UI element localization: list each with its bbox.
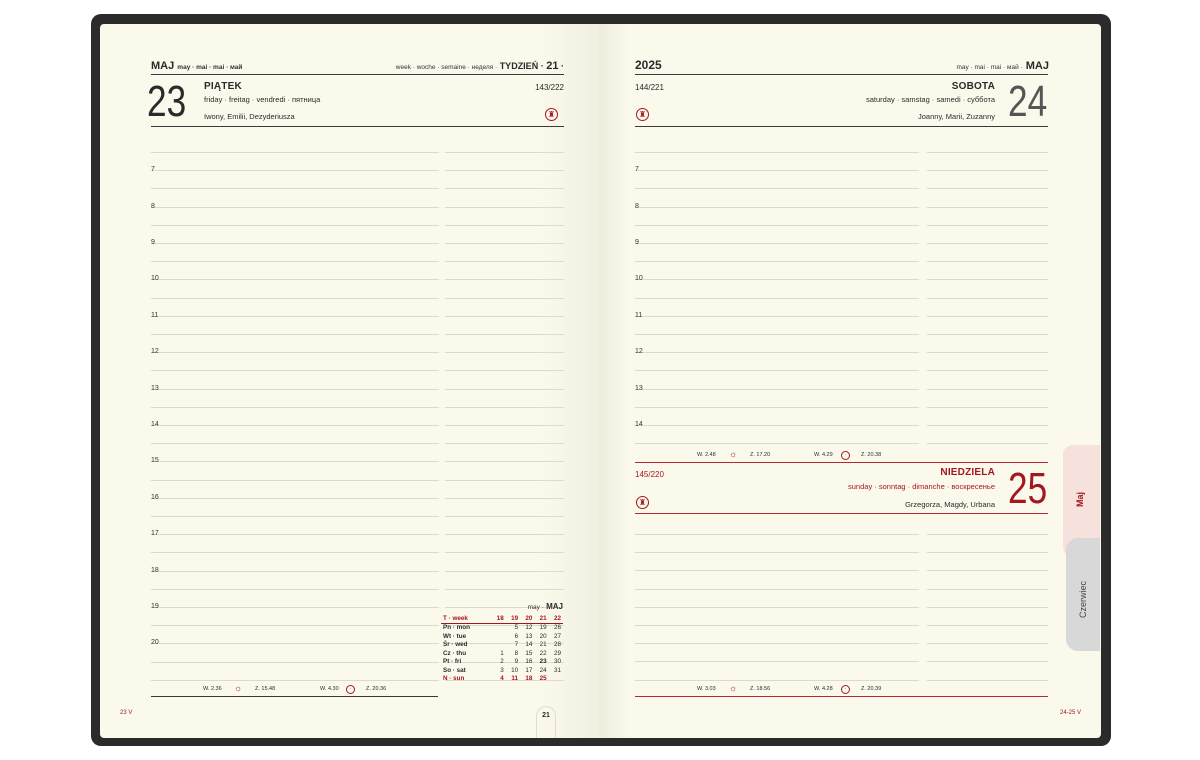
mini-calendar-date: 7	[514, 641, 519, 649]
week-indicator: week · woche · semaine · неделя · TYDZIEŃ · 21 ·	[395, 60, 564, 72]
mini-calendar-date: 5	[514, 624, 519, 632]
writing-line	[445, 516, 564, 517]
mini-calendar-date: 28	[553, 641, 561, 649]
hour-label: 13	[151, 384, 159, 392]
mini-calendar-date: 4	[500, 675, 504, 683]
writing-line	[635, 425, 919, 426]
writing-line	[927, 570, 1048, 571]
hour-label: 16	[151, 493, 159, 501]
writing-line	[445, 389, 564, 390]
hour-label: 11	[151, 311, 159, 319]
hour-label: 7	[635, 166, 639, 174]
weekday-multilang-sat: saturday · samstag · samedi · суббота	[866, 95, 995, 104]
day-of-year-sat: 144/221	[635, 83, 664, 92]
sun-set: Z. 15.48	[255, 686, 276, 692]
holiday-icon-sat: ♜	[636, 108, 649, 121]
sunday-header-rule	[635, 513, 1048, 514]
mini-calendar-day-label: Wt · tue	[443, 632, 467, 640]
writing-line	[445, 334, 564, 335]
tab-czerwiec-label: Czerwiec	[1078, 580, 1088, 618]
hour-label: 10	[151, 275, 159, 283]
mini-calendar-date: 24	[539, 666, 547, 674]
writing-line	[635, 589, 919, 590]
writing-line	[635, 243, 919, 244]
writing-line	[151, 571, 439, 572]
mini-calendar-date	[549, 675, 563, 684]
writing-line	[151, 370, 439, 371]
header-rule-right	[635, 74, 1048, 75]
left-page	[100, 24, 599, 738]
mini-calendar-week-number: 18	[492, 614, 506, 623]
day-of-year-sun: 145/220	[635, 470, 664, 479]
writing-line	[635, 298, 919, 299]
mini-calendar-date: 17	[525, 666, 533, 674]
mini-calendar-date: 22	[539, 649, 547, 657]
holiday-icon: ♜	[545, 108, 558, 121]
writing-line	[151, 461, 439, 462]
writing-line	[635, 661, 919, 662]
mini-calendar-date: 25	[539, 675, 547, 683]
writing-line	[151, 207, 439, 208]
writing-line	[927, 389, 1048, 390]
moon-set-sun: Z. 20.39	[861, 686, 882, 692]
hour-label: 12	[635, 348, 643, 356]
writing-line	[151, 662, 439, 663]
week-number: 21	[546, 60, 559, 72]
writing-line	[445, 261, 564, 262]
mini-calendar-date: 21	[539, 641, 547, 649]
writing-line	[927, 661, 1048, 662]
month-multilang-right: may · mai · mai · май ·	[956, 64, 1023, 71]
month-title	[151, 60, 242, 72]
writing-line	[445, 243, 564, 244]
hour-label: 8	[151, 202, 155, 210]
mini-calendar	[441, 602, 563, 683]
mini-calendar-date: 26	[553, 624, 561, 632]
writing-line	[151, 298, 439, 299]
writing-line	[445, 461, 564, 462]
day-number-sun: 25	[1008, 464, 1048, 513]
mini-calendar-row	[441, 641, 563, 650]
writing-line	[445, 225, 564, 226]
day-header-rule	[151, 126, 564, 127]
writing-line	[151, 443, 439, 444]
mini-calendar-multilang: may ·	[527, 604, 544, 611]
writing-line	[445, 425, 564, 426]
holiday-icon-sun: ♜	[636, 496, 649, 509]
hour-label: 9	[635, 239, 639, 246]
mini-calendar-date	[492, 623, 506, 632]
sun-rise: W. 2.36	[203, 686, 222, 692]
writing-line	[927, 443, 1048, 444]
mini-calendar-date: 14	[525, 641, 533, 649]
hour-label: 12	[151, 348, 159, 356]
mini-calendar-date: 13	[525, 632, 533, 640]
writing-line	[445, 407, 564, 408]
month-multilang: may · mai · mai · май	[177, 64, 243, 71]
writing-line	[927, 607, 1048, 608]
writing-line	[927, 170, 1048, 171]
sun-set-sat: Z. 17.20	[750, 452, 771, 458]
hour-label: 17	[151, 530, 159, 538]
writing-line	[927, 589, 1048, 590]
corner-date-mark: 23 V	[120, 710, 133, 716]
hour-label: 10	[635, 275, 643, 283]
writing-line	[635, 570, 919, 571]
writing-line	[927, 534, 1048, 535]
moon-icon-sun: ·	[841, 685, 850, 694]
hour-label: 14	[151, 421, 159, 428]
writing-line	[151, 516, 439, 517]
sun-rise-sat: W. 2.48	[697, 452, 716, 458]
moon-rise-sun: W. 4.28	[814, 686, 833, 692]
hour-label: 18	[151, 566, 159, 574]
mini-calendar-week-label: T · week	[441, 614, 492, 623]
mini-calendar-day-label: N · sun	[443, 675, 465, 683]
day-of-year: 143/222	[535, 83, 564, 92]
mini-calendar-date: 18	[525, 675, 533, 683]
writing-line	[445, 552, 564, 553]
mini-calendar-day-label: Pt · fri	[443, 658, 462, 666]
tab-maj-label: Maj	[1075, 491, 1085, 507]
hour-label: 11	[635, 311, 643, 319]
sun-icon: ☼	[234, 683, 243, 693]
writing-line	[635, 443, 919, 444]
year-label: 2025	[635, 58, 662, 72]
writing-line	[635, 407, 919, 408]
hour-label: 14	[635, 421, 643, 428]
mini-calendar-date: 1	[500, 649, 504, 657]
writing-line	[927, 298, 1048, 299]
writing-line	[927, 152, 1048, 153]
hour-label: 7	[151, 166, 155, 174]
mini-calendar-row	[441, 623, 563, 632]
tab-czerwiec[interactable]	[1066, 538, 1100, 651]
writing-line	[635, 334, 919, 335]
name-days-sun: Grzegorza, Magdy, Urbana	[905, 500, 995, 509]
right-page	[599, 24, 1101, 738]
writing-line	[927, 207, 1048, 208]
writing-line	[635, 352, 919, 353]
hour-label: 19	[151, 603, 159, 610]
moon-rise-sat: W. 4.29	[814, 452, 833, 458]
mini-calendar-date: 10	[511, 666, 519, 674]
writing-line	[635, 207, 919, 208]
mini-calendar-week-number: 22	[549, 614, 563, 623]
name-days-sat: Joanny, Marii, Zuzanny	[918, 112, 995, 121]
mini-calendar-day-label: Cz · thu	[443, 649, 467, 657]
writing-line	[635, 316, 919, 317]
footer-rule	[151, 696, 438, 697]
mini-calendar-date: 30	[553, 658, 561, 666]
mini-calendar-title: MAJ	[546, 602, 563, 611]
week-label: TYDZIEŃ	[499, 61, 539, 71]
writing-line	[635, 370, 919, 371]
writing-line	[635, 625, 919, 626]
writing-line	[927, 680, 1048, 681]
writing-line	[635, 170, 919, 171]
writing-line	[927, 407, 1048, 408]
moon-rise: W. 4.30	[320, 686, 339, 692]
moon-icon: ·	[346, 685, 355, 694]
mini-calendar-day-label: Śr · wed	[443, 641, 468, 649]
writing-line	[445, 534, 564, 535]
writing-line	[445, 207, 564, 208]
day-header-rule-sat	[635, 126, 1048, 127]
hour-label: 13	[635, 384, 643, 392]
weekday-sun: NIEDZIELA	[940, 467, 995, 478]
writing-line	[635, 279, 919, 280]
mini-calendar-date: 29	[553, 649, 561, 657]
month-label-right: MAJ	[1025, 60, 1049, 72]
writing-line	[445, 152, 564, 153]
writing-line	[445, 170, 564, 171]
header-rule	[151, 74, 564, 75]
writing-line	[445, 571, 564, 572]
sun-icon-sun: ☼	[729, 683, 738, 693]
mini-calendar-date: 15	[525, 649, 533, 657]
writing-line	[445, 279, 564, 280]
mini-calendar-day-label: Pn · mon	[443, 624, 470, 632]
writing-line	[635, 534, 919, 535]
mini-calendar-date: 11	[511, 675, 519, 683]
mini-calendar-date: 19	[539, 624, 547, 632]
mini-calendar-row	[441, 632, 563, 641]
mini-calendar-date: 12	[525, 624, 533, 632]
writing-line	[151, 680, 439, 681]
month-label: MAJ	[151, 60, 175, 72]
writing-line	[445, 589, 564, 590]
writing-line	[151, 225, 439, 226]
writing-line	[151, 607, 439, 608]
hour-label: 8	[635, 202, 639, 210]
writing-line	[151, 589, 439, 590]
mini-calendar-date	[492, 641, 506, 650]
writing-line	[445, 480, 564, 481]
week-bookmark: 21	[536, 706, 556, 738]
sunday-top-rule	[635, 462, 1048, 463]
writing-line	[927, 279, 1048, 280]
writing-line	[927, 552, 1048, 553]
writing-line	[151, 152, 439, 153]
mini-calendar-date: 6	[514, 632, 519, 640]
writing-line	[927, 625, 1048, 626]
writing-line	[927, 316, 1048, 317]
mini-calendar-row	[441, 649, 563, 658]
writing-line	[151, 643, 439, 644]
writing-line	[927, 352, 1048, 353]
weekday-label: PIĄTEK	[204, 81, 242, 92]
writing-line	[635, 552, 919, 553]
moon-icon-sat: ·	[841, 451, 850, 460]
writing-line	[151, 316, 439, 317]
writing-line	[927, 225, 1048, 226]
writing-line	[635, 188, 919, 189]
mini-calendar-day-label: So · sat	[443, 666, 466, 674]
writing-line	[635, 389, 919, 390]
mini-calendar-date: 2	[500, 658, 504, 666]
writing-line	[151, 188, 439, 189]
writing-line	[927, 643, 1048, 644]
mini-calendar-date: 23	[539, 658, 547, 666]
mini-calendar-date: 3	[500, 666, 504, 674]
mini-calendar-row	[441, 675, 563, 684]
mini-calendar-row	[441, 658, 563, 667]
mini-calendar-row	[441, 666, 563, 675]
day-number: 23	[147, 77, 187, 126]
sun-icon-sat: ☼	[729, 449, 738, 459]
writing-line	[151, 389, 439, 390]
writing-line	[927, 334, 1048, 335]
writing-line	[151, 170, 439, 171]
writing-line	[635, 643, 919, 644]
sun-set-sun: Z. 18.56	[750, 686, 771, 692]
moon-set: Z. 20.36	[366, 686, 387, 692]
writing-line	[635, 225, 919, 226]
writing-line	[445, 352, 564, 353]
writing-line	[151, 625, 439, 626]
writing-line	[151, 352, 439, 353]
writing-line	[635, 607, 919, 608]
writing-line	[151, 498, 439, 499]
writing-line	[151, 279, 439, 280]
weekday-multilang: friday · freitag · vendredi · пятница	[204, 95, 321, 104]
month-header-right	[956, 60, 1049, 72]
mini-calendar-week-number: 20	[520, 614, 534, 623]
writing-line	[151, 480, 439, 481]
sun-rise-sun: W. 3.03	[697, 686, 716, 692]
mini-calendar-date: 8	[514, 649, 519, 657]
corner-date-mark-right: 24-25 V	[1059, 710, 1081, 716]
hour-label: 20	[151, 639, 159, 647]
day-number-sat: 24	[1008, 77, 1048, 126]
writing-line	[635, 152, 919, 153]
mini-calendar-week-number: 21	[534, 614, 548, 623]
writing-line	[927, 243, 1048, 244]
week-multilang: week · woche · semaine · неделя ·	[395, 64, 498, 71]
mini-calendar-date: 16	[525, 658, 533, 666]
name-days: Iwony, Emilii, Dezyderiusza	[204, 112, 295, 121]
weekday-sat: SOBOTA	[951, 81, 995, 92]
writing-line	[151, 407, 439, 408]
writing-line	[927, 370, 1048, 371]
writing-line	[151, 552, 439, 553]
hour-label: 9	[151, 239, 155, 246]
writing-line	[445, 188, 564, 189]
mini-calendar-date: 27	[553, 632, 561, 640]
writing-line	[445, 498, 564, 499]
writing-line	[151, 425, 439, 426]
writing-line	[445, 370, 564, 371]
writing-line	[927, 261, 1048, 262]
writing-line	[151, 243, 439, 244]
mini-calendar-date	[492, 632, 506, 641]
writing-line	[151, 534, 439, 535]
writing-line	[151, 261, 439, 262]
writing-line	[151, 334, 439, 335]
mini-calendar-week-number: 19	[506, 614, 520, 623]
mini-calendar-date: 9	[514, 658, 519, 666]
writing-line	[927, 425, 1048, 426]
hour-label: 15	[151, 457, 159, 465]
sunday-footer-rule	[635, 696, 1048, 697]
moon-set-sat: Z. 20.38	[861, 452, 882, 458]
writing-line	[445, 443, 564, 444]
writing-line	[927, 188, 1048, 189]
writing-line	[635, 680, 919, 681]
writing-line	[445, 298, 564, 299]
writing-line	[445, 316, 564, 317]
writing-line	[635, 261, 919, 262]
mini-calendar-date: 31	[553, 666, 561, 674]
mini-calendar-date: 20	[539, 632, 547, 640]
weekday-multilang-sun: sunday · sonntag · dimanche · воскресенье	[848, 482, 995, 491]
